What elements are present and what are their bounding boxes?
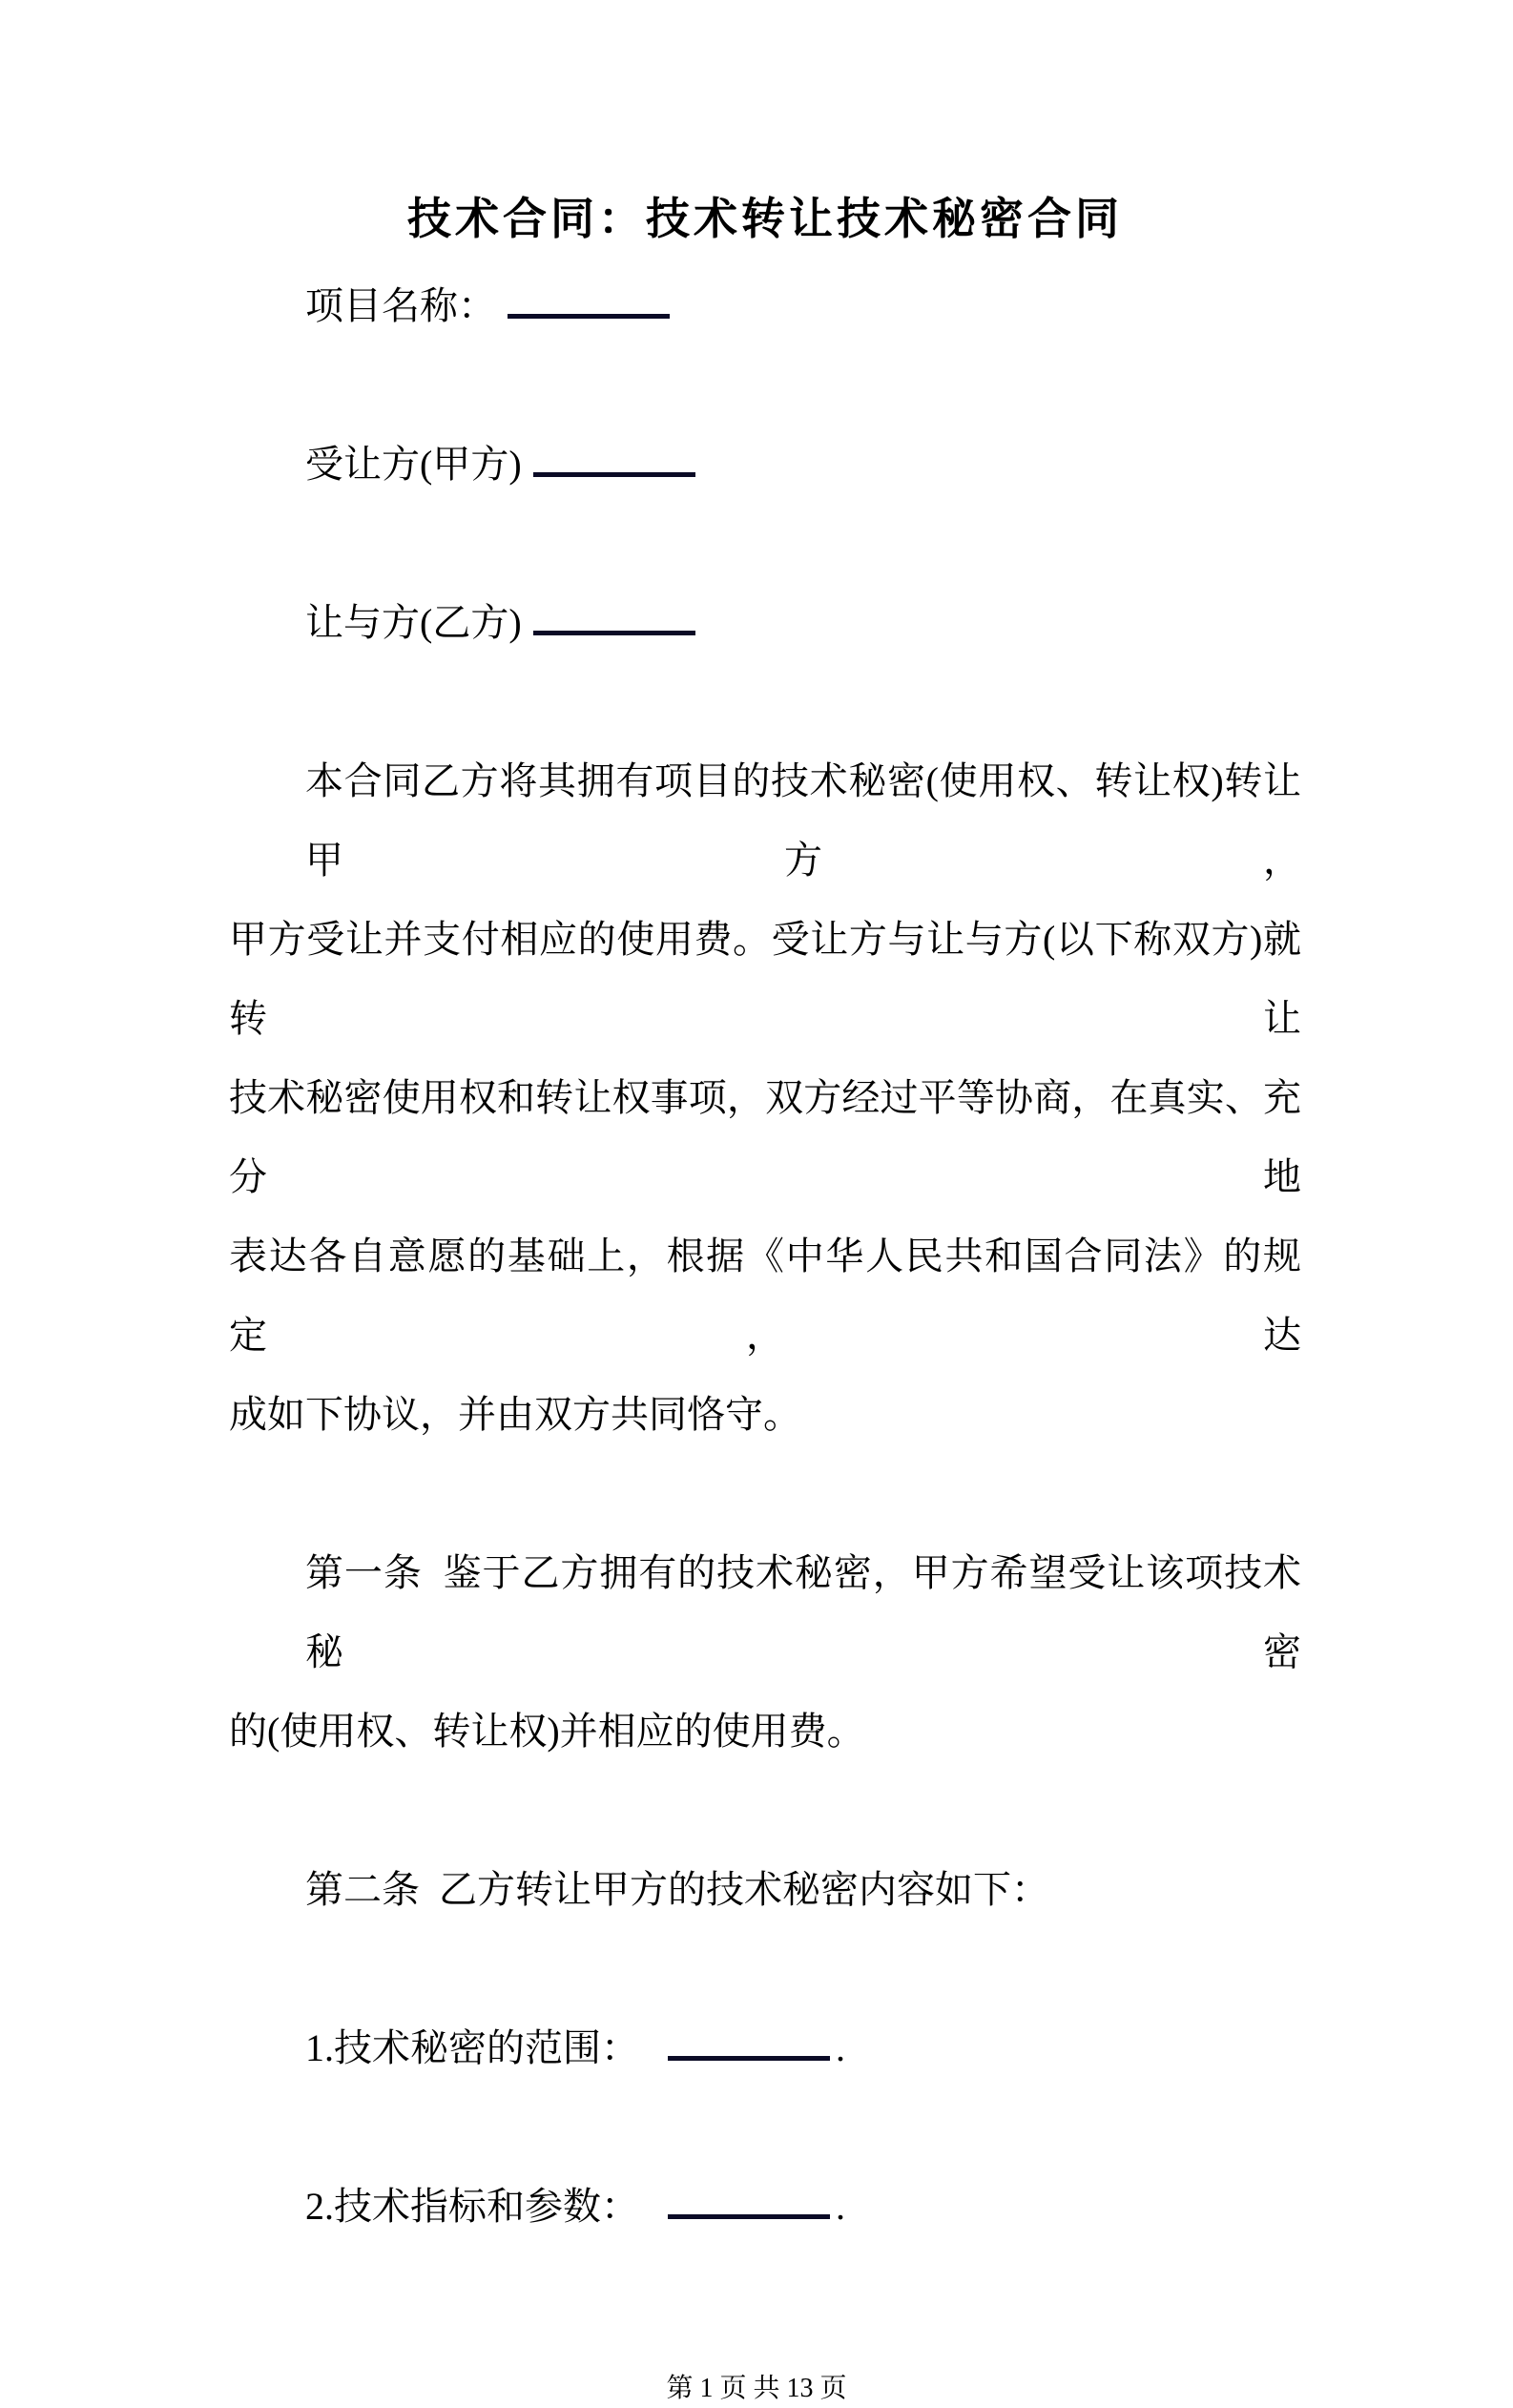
- paragraph-line: 表达各自意愿的基础上，根据《中华人民共和国合同法》的规定，达: [229, 1235, 1301, 1357]
- paragraph-line: 的(使用权、转让权)并相应的使用费。: [229, 1710, 865, 1753]
- field-transferee-label: 受让方(甲方): [305, 443, 522, 486]
- paragraph-line: 本合同乙方将其拥有项目的技术秘密(使用权、转让权)转让甲方，: [305, 759, 1301, 882]
- item-tech-parameters-label: 2.技术指标和参数：: [305, 2185, 639, 2228]
- secret-scope-blank[interactable]: [668, 2024, 830, 2061]
- paragraph-line: 第二条 乙方转让甲方的技术秘密内容如下：: [305, 1868, 1049, 1911]
- paragraph-line: 技术秘密使用权和转让权事项，双方经过平等协商，在真实、充分地: [229, 1076, 1301, 1198]
- transferee-blank[interactable]: [533, 440, 695, 477]
- transferor-blank[interactable]: [533, 598, 695, 635]
- field-transferee: [229, 425, 1301, 504]
- tech-parameters-blank[interactable]: [668, 2182, 830, 2219]
- paragraph-line: 第一条 鉴于乙方拥有的技术秘密，甲方希望受让该项技术秘密: [305, 1551, 1301, 1673]
- paragraph-line: 成如下协议，并由双方共同恪守。: [229, 1393, 801, 1436]
- contract-title: 技术合同：技术转让技术秘密合同: [407, 195, 1123, 243]
- article-2-paragraph: [229, 1850, 1301, 1929]
- field-project-name: [229, 266, 1301, 345]
- field-transferor: [229, 583, 1301, 662]
- page-footer: 第 1 页 共 13 页: [666, 2374, 847, 2403]
- item-suffix: .: [836, 2026, 845, 2069]
- field-project-name-label: 项目名称：: [305, 284, 496, 327]
- item-suffix: .: [836, 2185, 845, 2228]
- paragraph-line: 甲方受让并支付相应的使用费。受让方与让与方(以下称双方)就转让: [229, 918, 1301, 1040]
- project-name-blank[interactable]: [508, 281, 670, 319]
- field-transferor-label: 让与方(乙方): [305, 601, 522, 644]
- item-secret-scope: [229, 2008, 1301, 2087]
- article-1-paragraph: [229, 1533, 1301, 1771]
- item-tech-parameters: [229, 2167, 1301, 2246]
- item-secret-scope-label: 1.技术秘密的范围：: [305, 2026, 639, 2069]
- intro-paragraph: [229, 741, 1301, 1454]
